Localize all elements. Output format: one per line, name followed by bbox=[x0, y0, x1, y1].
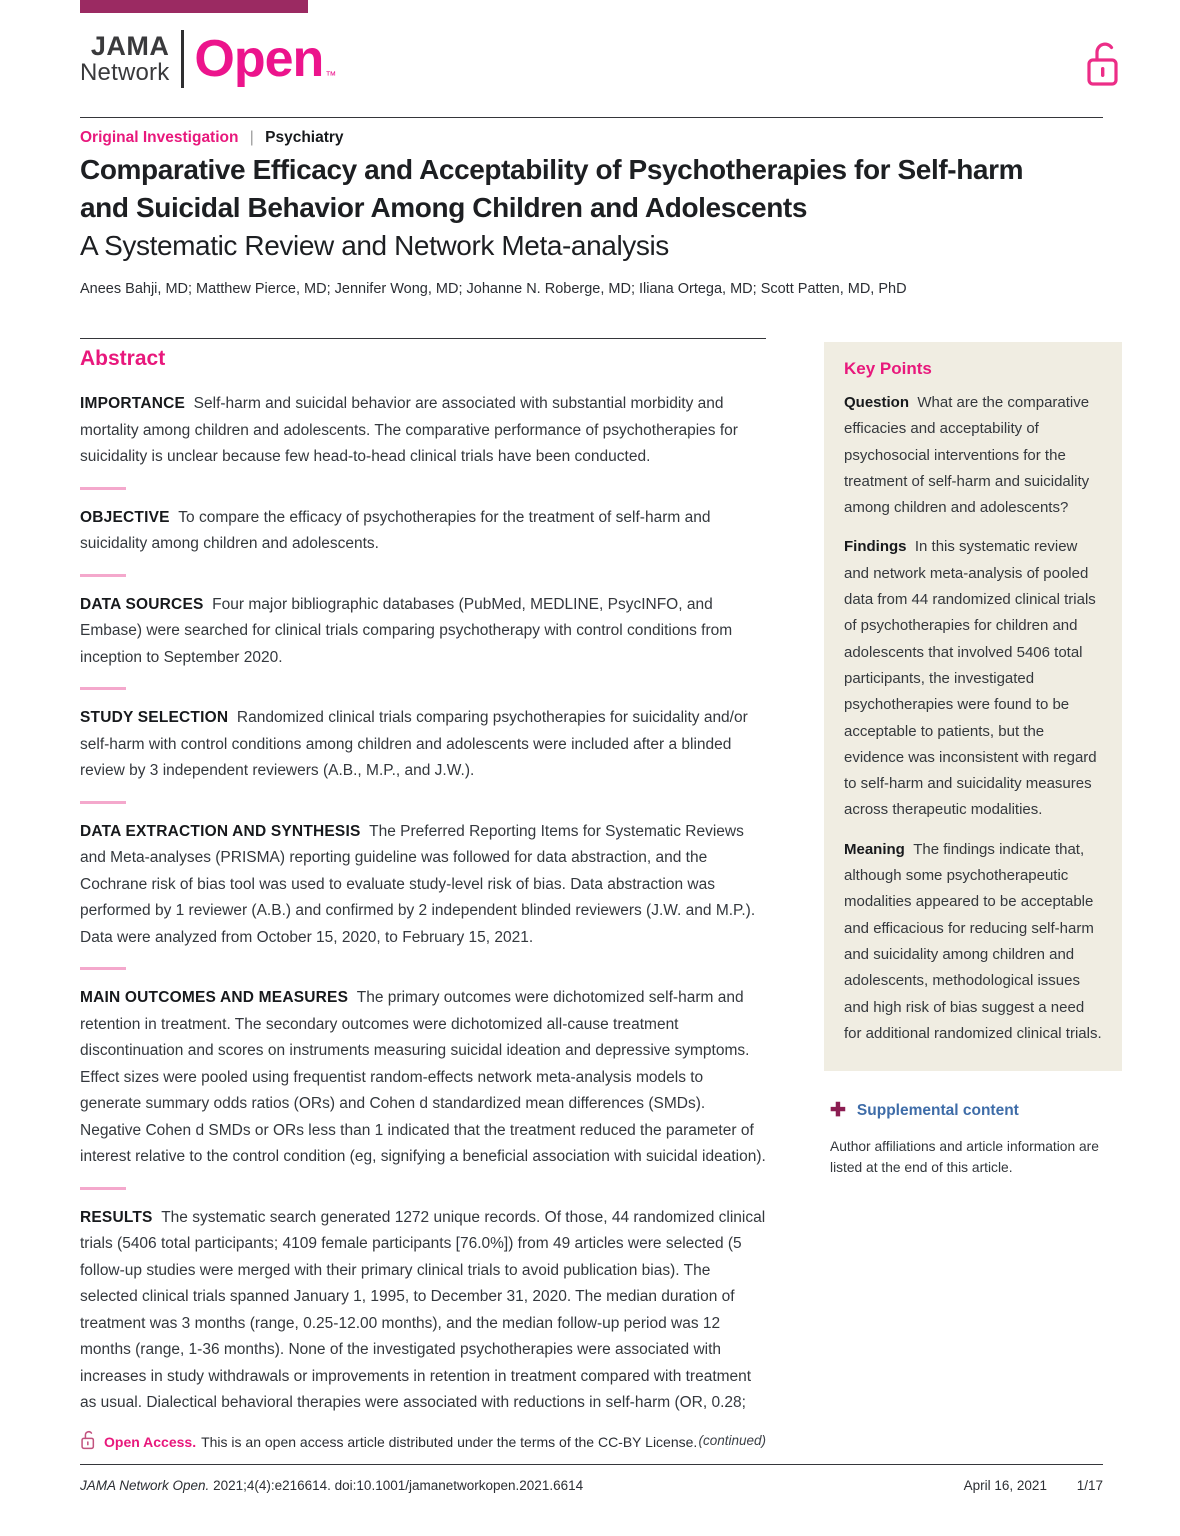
jama-network-open-logo bbox=[80, 30, 335, 88]
section-label: DATA SOURCES bbox=[80, 595, 204, 613]
section-text: Randomized clinical trials comparing psychotherapies for suicidality and/or self-harm with control conditions among children and adolescents were included after a blinded review by 3 independent reviewers (A.B., M.P., and J.W.). bbox=[80, 709, 748, 779]
affiliations-note: Author affiliations and article information are listed at the end of this article. bbox=[830, 1139, 1099, 1175]
supplemental-content-row bbox=[824, 1101, 1122, 1120]
section-divider bbox=[80, 687, 126, 690]
section-label: RESULTS bbox=[80, 1208, 153, 1226]
logo-jama-text: JAMA bbox=[90, 31, 170, 61]
key-points-box bbox=[824, 342, 1122, 1071]
article-category-label: Psychiatry bbox=[265, 129, 344, 146]
key-point-meaning bbox=[844, 837, 1102, 1047]
section-text: The primary outcomes were dichotomized self-harm and retention in treatment. The secondary outcomes were dichotomized all-cause treatment discontinuation and scores on instruments measuring suicidal ideation and depressive symptoms. Effect sizes were pooled using frequentist random-effects network meta-analysis models to generate summary odds ratios (ORs) and Cohen d standardized mean differences (SMDs). Negative Cohen d SMDs or ORs less than 1 indicated that the treatment reduced the parameter of interest relative to the control condition (eg, signifying a beneficial association with suicidal ideation). bbox=[80, 989, 766, 1165]
section-divider bbox=[80, 967, 126, 970]
open-access-line bbox=[80, 1430, 697, 1453]
abstract-column bbox=[80, 338, 766, 1448]
open-access-lock-icon-small bbox=[80, 1430, 95, 1453]
section-divider bbox=[80, 487, 126, 490]
article-subtitle: A Systematic Review and Network Meta-analysis bbox=[80, 230, 669, 261]
abstract-section-study-selection bbox=[80, 705, 766, 785]
key-point-findings bbox=[844, 534, 1102, 823]
abstract-heading: Abstract bbox=[80, 347, 166, 370]
abstract-section-importance bbox=[80, 391, 766, 471]
abstract-section-data-extraction bbox=[80, 819, 766, 952]
plus-icon: ✚ bbox=[830, 1100, 846, 1122]
section-divider bbox=[80, 574, 126, 577]
logo-open-text: Open bbox=[194, 29, 324, 88]
key-point-label: Findings bbox=[844, 538, 907, 556]
trademark-symbol: ™ bbox=[325, 70, 336, 83]
key-points-heading: Key Points bbox=[844, 359, 932, 378]
sidebar bbox=[824, 342, 1122, 1179]
supplemental-content-link[interactable]: Supplemental content bbox=[856, 1101, 1019, 1119]
section-label: OBJECTIVE bbox=[80, 508, 170, 526]
section-text: Four major bibliographic databases (PubMed, MEDLINE, PsycINFO, and Embase) were searched for clinical trials comparing psychotherapy with control conditions from inception to September 2020. bbox=[80, 595, 733, 666]
kicker-separator: | bbox=[249, 129, 254, 146]
abstract-section-results bbox=[80, 1205, 766, 1417]
author-byline: Anees Bahji, MD; Matthew Pierce, MD; Jennifer Wong, MD; Johanne N. Roberge, MD; Iliana Ortega, MD; Scott Patten, MD, PhD bbox=[80, 281, 907, 297]
key-point-text: The findings indicate that, although some psychotherapeutic modalities appeared to be acceptable and efficacious for reducing self-harm and suicidality among children and adolescents, methodological issues and high risk of bias suggest a need for additional randomized clinical trials. bbox=[844, 840, 1102, 1042]
header-rule bbox=[80, 117, 1103, 118]
key-point-label: Question bbox=[844, 394, 910, 411]
key-point-text: What are the comparative efficacies and acceptability of psychosocial interventions for the treatment of self-harm and suicidality among children and adolescents? bbox=[844, 394, 1090, 517]
section-label: STUDY SELECTION bbox=[80, 709, 229, 726]
footer-rule bbox=[80, 1464, 1103, 1465]
section-text: The systematic search generated 1272 unique records. Of those, 44 randomized clinical trials (5406 total participants; 4109 female participants [76.0%]) from 49 articles were selected (5 follow-up studies were merged with their primary clinical trials to avoid publication bias). The selected clinical trials spanned January 1, 1995, to December 31, 2020. The median duration of treatment was 3 months (range, 0.25-12.00 months), and the median follow-up period was 12 months (range, 1-36 months). None of the investigated psychotherapies were associated with increases in study withdrawals or improvements in retention in treatment compared with treatment as usual. Dialectical behavioral therapies were associated with reductions in self-harm (OR, 0.28; bbox=[80, 1208, 766, 1411]
abstract-rule bbox=[80, 338, 766, 339]
section-label: DATA EXTRACTION AND SYNTHESIS bbox=[80, 822, 361, 840]
section-text: The Preferred Reporting Items for Systematic Reviews and Meta-analyses (PRISMA) reporting guideline was followed for data abstraction, and the Cochrane risk of bias tool was used to evaluate study-level risk of bias. Data abstraction was performed by 1 reviewer (A.B.) and confirmed by 2 independent blinded reviewers (J.W. and M.P.). Data were analyzed from October 15, 2020, to February 15, 2021. bbox=[80, 822, 756, 946]
article-kicker bbox=[80, 129, 344, 147]
section-label: MAIN OUTCOMES AND MEASURES bbox=[80, 989, 349, 1006]
key-point-label: Meaning bbox=[844, 840, 905, 858]
section-text: To compare the efficacy of psychotherapies for the treatment of self-harm and suicidality among children and adolescents. bbox=[80, 508, 711, 552]
citation-journal: JAMA Network Open. bbox=[80, 1478, 210, 1493]
article-title: Comparative Efficacy and Acceptability of Psychotherapies for Self-harm and Suicidal Behavior Among Children and Adolescents bbox=[80, 154, 1024, 223]
abstract-section-data-sources bbox=[80, 592, 766, 672]
citation-details: 2021;4(4):e216614. doi:10.1001/jamanetworkopen.2021.6614 bbox=[213, 1478, 584, 1493]
section-text: Self-harm and suicidal behavior are associated with substantial morbidity and mortality among children and adolescents. The comparative performance of psychotherapies for suicidality is unclear because few head-to-head clinical trials have been conducted. bbox=[80, 395, 738, 465]
key-point-text: In this systematic review and network meta-analysis of pooled data from 44 randomized clinical trials of psychotherapies for children and adolescents that involved 5406 total participants, the investigated psychotherapies were found to be acceptable to patients, but the evidence was inconsistent with regard to self-harm and suicidality measures across therapeutic modalities. bbox=[844, 538, 1097, 819]
publication-date: April 16, 2021 bbox=[963, 1478, 1047, 1493]
citation bbox=[80, 1478, 583, 1493]
section-label: IMPORTANCE bbox=[80, 395, 186, 412]
page-indicator: 1/17 bbox=[1076, 1478, 1103, 1493]
logo-network-text: Network bbox=[80, 59, 170, 86]
open-access-lock-icon bbox=[1084, 40, 1120, 93]
key-point-question bbox=[844, 390, 1102, 521]
open-access-text: This is an open access article distributed under the terms of the CC-BY License. bbox=[201, 1433, 698, 1450]
brand-color-bar bbox=[80, 0, 308, 13]
abstract-section-main-outcomes bbox=[80, 985, 766, 1171]
article-type-label: Original Investigation bbox=[80, 129, 239, 146]
footer-meta bbox=[80, 1478, 1103, 1493]
logo-divider bbox=[181, 30, 184, 88]
section-divider bbox=[80, 1187, 126, 1190]
continued-note: (continued) bbox=[698, 1432, 766, 1448]
open-access-label: Open Access. bbox=[104, 1433, 197, 1450]
abstract-section-objective bbox=[80, 505, 766, 558]
section-divider bbox=[80, 801, 126, 804]
